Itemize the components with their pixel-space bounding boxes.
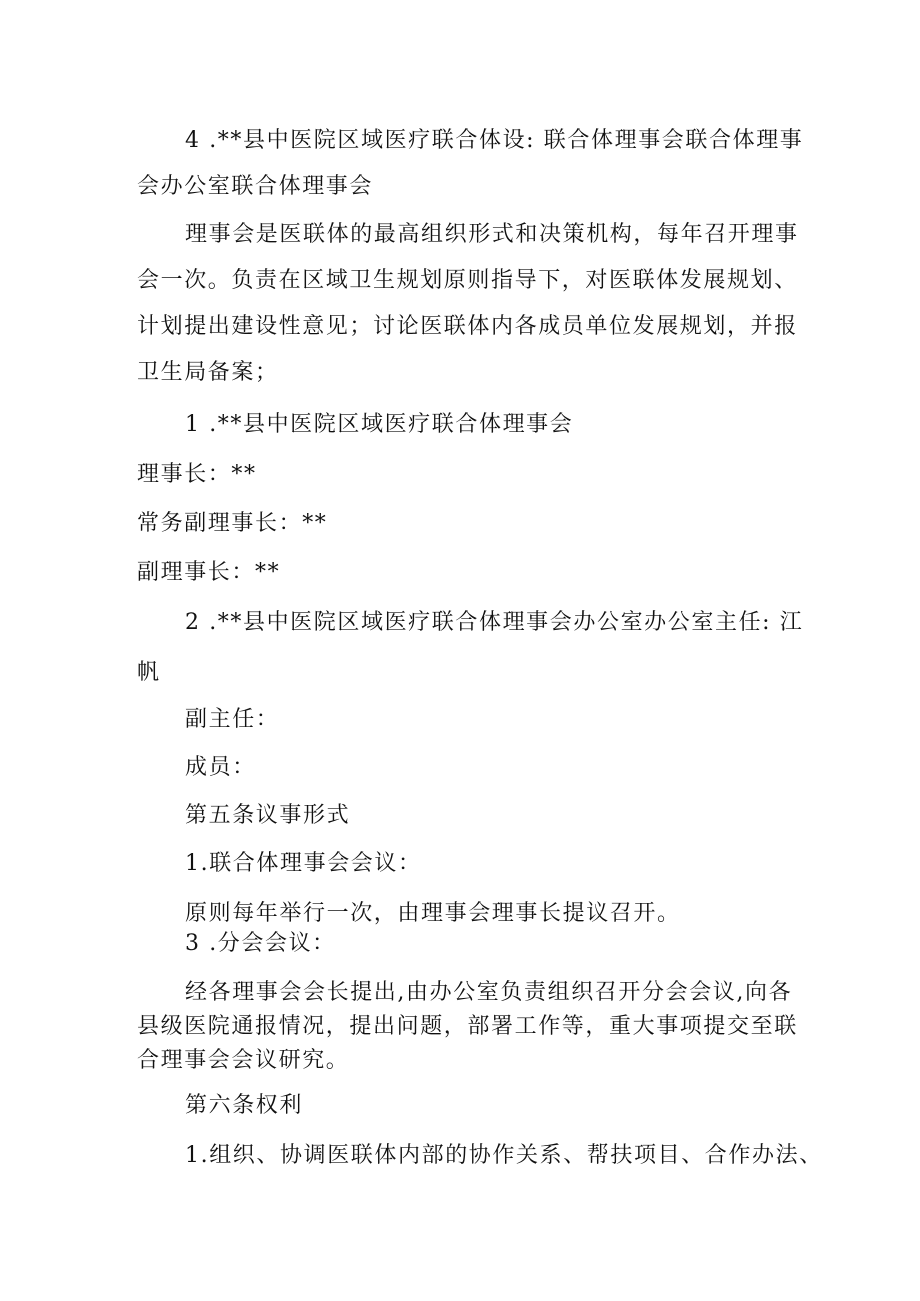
text-line: 副主任：: [185, 707, 280, 732]
text-line: 帆: [137, 660, 161, 685]
paragraph-council-meeting: [137, 841, 797, 887]
paragraph-rights-item-one: [137, 1133, 823, 1179]
text-line: 县级医院通报情况，提出问题，部署工作等，重大事项提交至联: [137, 1014, 798, 1039]
text-line: 卫生局备案；: [137, 360, 279, 385]
paragraph-council-setup: [137, 118, 804, 210]
text-line: 理事长：**: [137, 462, 257, 487]
text-line: 副理事长：**: [137, 560, 281, 585]
text-line: 1 .**县中医院区域医疗联合体理事会: [185, 412, 574, 437]
paragraph-vice-chairman: [137, 550, 797, 596]
paragraph-article-six-heading: [137, 1083, 797, 1129]
paragraph-council-description: [137, 212, 797, 396]
text-line: 合理事会会议研究。: [137, 1048, 350, 1073]
text-line: 理事会是医联体的最高组织形式和决策机构，每年召开理事: [185, 222, 799, 247]
text-line: 4 .**县中医院区域医疗联合体设: 联合体理事会联合体理事: [185, 128, 804, 153]
text-line: 常务副理事长：**: [137, 511, 328, 536]
text-line: 会办公室联合体理事会: [137, 174, 374, 199]
text-line: 原则每年举行一次，由理事会理事长提议召开。: [185, 901, 681, 926]
paragraph-article-five-heading: [137, 793, 797, 839]
text-line: 第五条议事形式: [185, 803, 351, 828]
paragraph-branch-meeting: [137, 921, 797, 967]
paragraph-office-director: [137, 598, 804, 698]
text-line: 1.组织、协调医联体内部的协作关系、帮扶项目、合作办法、: [185, 1143, 823, 1168]
text-line: 计划提出建设性意见；讨论医联体内各成员单位发展规划，并报: [137, 314, 798, 339]
text-line: 第六条权利: [185, 1093, 304, 1118]
paragraph-deputy-director: [137, 697, 797, 743]
paragraph-council-heading: [137, 402, 797, 448]
text-line: 会一次。负责在区域卫生规划原则指导下，对医联体发展规划、: [137, 268, 798, 293]
text-line: 成员：: [185, 755, 256, 780]
text-line: 经各理事会会长提出,由办公室负责组织召开分会会议,向各: [185, 980, 793, 1005]
paragraph-branch-meeting-description: [137, 976, 797, 1078]
text-line: 2 .**县中医院区域医疗联合体理事会办公室办公室主任: 江: [185, 610, 804, 635]
paragraph-executive-vice-chairman: [137, 501, 797, 547]
text-line: 1.联合体理事会会议：: [185, 851, 422, 876]
paragraph-members: [137, 745, 797, 791]
paragraph-chairman: [137, 452, 797, 498]
text-line: 3 .分会会议：: [185, 931, 336, 956]
